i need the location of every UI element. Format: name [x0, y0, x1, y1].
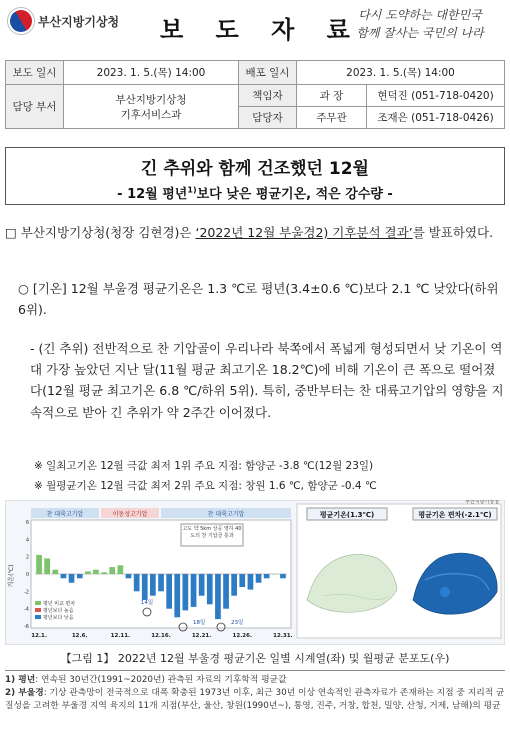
legend-swatch-1 [35, 608, 41, 612]
x-tick-label: 12.21. [191, 633, 212, 639]
footnote-1-label: 1) 평년 [5, 675, 36, 685]
report-date-label: 보도 일시 [6, 61, 64, 85]
note-monthly-mean: ※ 월평균기온 12월 극값 최저 2위 주요 지점: 창원 1.6 ℃, 함양군 -0.4 ℃ [34, 480, 377, 492]
bar-day-31 [280, 574, 286, 578]
bar-day-28 [256, 574, 262, 583]
bar-day-25 [231, 574, 237, 596]
headline-box [5, 147, 505, 205]
bar-day-23 [215, 574, 221, 619]
subheadline-prefix: - 12월 평년 [117, 187, 188, 202]
press-release-title: 보 도 자 료 [160, 15, 362, 44]
bar-day-30 [272, 574, 278, 575]
report-title-ref: ‘2022년 12월 부울경2) 기후분석 결과’ [195, 225, 413, 240]
dept-line-1: 부산지방기상청 [115, 93, 187, 106]
y-tick-label: 6 [25, 520, 29, 526]
taegeuk-icon [3, 3, 39, 39]
x-tick-label: 12.26. [232, 633, 253, 639]
map2-title: 평균기온 편차(-2.1℃) [418, 511, 492, 519]
x-tick-label: 12.6. [71, 633, 88, 639]
legend-swatch-0 [35, 601, 41, 605]
callout-23: 23일 [231, 620, 244, 626]
time-series-chart [7, 508, 293, 639]
legend-swatch-2 [35, 615, 41, 619]
legend-label-0: 평년 비교 편차 [43, 601, 76, 607]
bar-day-1 [36, 555, 42, 574]
bar-day-17 [166, 574, 172, 609]
bar-day-6 [77, 574, 83, 578]
note-daily-max: ※ 일최고기온 12월 극값 최저 1위 주요 지점: 함양군 -3.8 ℃(12월 23일) [34, 460, 374, 472]
press-header [0, 0, 510, 56]
dist-date-label: 배포 일시 [239, 61, 297, 85]
bar-day-9 [101, 572, 107, 574]
band-label-3: 찬 대륙고기압 [207, 511, 245, 518]
bar-day-24 [223, 574, 229, 609]
cold-spell-paragraph: - (긴 추위) 전반적으로 찬 기압골이 우리나라 북쪽에서 폭넓게 형성되면서 낮 기온이 역대 가장 높았던 지난 달(11월 평균 최고기온 18.2℃)에 비해 기온이 큰 폭으로 떨어졌다(12월 평균 최고기온 6.8 ℃/하위 5위). 특히, 중반부터는 찬 대륙고기압의 영향을 지속적으로 받아 긴 추위가 약 2주간 이어졌다. [30, 341, 504, 420]
intro-text-a: □ 부산지방기상청(청장 김현경)은 [5, 225, 196, 240]
bar-day-5 [69, 574, 75, 583]
footnote-1-text: : 연속된 30년간(1991~2020년) 관측된 자료의 기후학적 평균값 [35, 675, 287, 685]
legend-label-2: 평년보다 낮음 [43, 615, 74, 621]
bar-day-16 [158, 574, 164, 591]
government-slogan [340, 6, 500, 42]
agency-name: 부산지방기상청 [38, 14, 120, 29]
bar-day-8 [93, 570, 99, 574]
x-tick-label: 12.31. [273, 633, 293, 639]
slogan-line-1: 다시 도약하는 대한민국 [358, 8, 482, 22]
bar-day-19 [183, 574, 189, 610]
y-tick-label: 2 [25, 554, 29, 561]
callout-18: 18일 [193, 620, 206, 626]
bar-day-27 [248, 574, 254, 590]
footnote-1 [5, 674, 505, 687]
y-axis-label: 기온(℃) [8, 564, 15, 588]
release-info-table [5, 60, 505, 129]
footnote-ref-1: 1) [187, 185, 197, 195]
band-label-2: 이동성고기압 [112, 511, 148, 518]
y-tick-label: -4 [24, 606, 29, 613]
x-tick-label: 12.16. [151, 633, 171, 639]
bar-day-2 [44, 558, 50, 574]
bar-day-18 [174, 574, 180, 617]
map2-spot [440, 587, 450, 597]
map-panel [297, 500, 501, 638]
intro-paragraph [5, 222, 505, 243]
dept-name [64, 85, 239, 129]
bar-day-11 [118, 565, 124, 574]
figure-panel [5, 500, 505, 645]
dist-date: 2023. 1. 5.(목) 14:00 [297, 61, 505, 85]
bar-day-22 [207, 574, 213, 604]
responsible-name: 현덕진 (051-718-0420) [367, 85, 505, 107]
bar-day-21 [199, 574, 205, 596]
bar-day-29 [264, 574, 270, 578]
agency-logo [8, 8, 119, 34]
annotation-text: 고도 약 5km 상공 영하 40도의 찬 기압골 통과 [182, 526, 242, 539]
footnote-2-label: 2) 부울경 [5, 688, 44, 698]
dept-label: 담당 부서 [6, 85, 64, 129]
x-tick-label: 12.1. [31, 633, 47, 639]
bar-day-26 [239, 574, 245, 587]
subheadline [6, 183, 504, 202]
footnotes [5, 670, 505, 713]
figure-agency-tag: 부산지방기상청 [465, 500, 499, 505]
y-tick-label: -6 [24, 624, 29, 630]
responsible-label: 책임자 [239, 85, 297, 107]
report-date: 2023. 1. 5.(목) 14:00 [64, 61, 239, 85]
footnote-2-text: : 기상 관측망이 전국적으로 대폭 확충된 1973년 이후, 최근 30년 이상 연속적인 관측자료가 존재하는 지점 중 지리적 균질성을 고려한 부울경 지역 육지의 11개 지점(부산, 울산, 창원(1990년~), 통영, 진주, 거창, 합천, 밀양, 산청, 거제, 남해)의 평균 [5, 688, 505, 711]
dept-line-2: 기후서비스과 [120, 108, 182, 121]
legend-label-1: 평년보다 높음 [43, 608, 74, 614]
headline: 긴 추위와 함께 건조했던 12월 [141, 159, 369, 179]
callout-14: 14일 [140, 600, 154, 606]
intro-text-b: 를 발표하였다. [412, 225, 494, 240]
bar-day-15 [150, 574, 156, 596]
bar-day-10 [109, 567, 115, 574]
staff-title: 주무관 [297, 107, 367, 129]
band-label-1: 찬 대륙고기압 [46, 511, 84, 518]
bar-day-13 [134, 574, 140, 591]
subheadline-suffix: 보다 낮은 평균기온, 적은 강수량 - [196, 187, 393, 202]
staff-name: 조재은 (051-718-0426) [367, 107, 505, 129]
temperature-paragraph: ○ [기온] 12월 부울경 평균기온은 1.3 ℃로 평년(3.4±0.6 ℃)보다 2.1 ℃ 낮았다(하위 6위). [18, 281, 499, 317]
y-tick-label: 0 [25, 572, 29, 578]
map1-title: 평균기온(1.3℃) [319, 511, 375, 519]
bar-day-3 [53, 570, 59, 574]
y-tick-label: 4 [25, 537, 29, 544]
staff-label: 담당자 [239, 107, 297, 129]
bar-day-4 [61, 574, 67, 578]
figure-caption: 【그림 1】 2022년 12월 부울경 평균기온 일별 시계열(좌) 및 월평균 분포도(우) [60, 652, 450, 665]
responsible-title: 과 장 [297, 85, 367, 107]
bar-day-7 [85, 571, 91, 574]
bar-day-14 [142, 574, 148, 600]
slogan-line-2: 함께 잘사는 국민의 나라 [356, 26, 484, 40]
bar-day-12 [126, 574, 132, 578]
bar-day-20 [191, 574, 197, 607]
footnote-2 [5, 687, 505, 713]
y-tick-label: -2 [24, 589, 29, 596]
x-tick-label: 12.11. [110, 633, 131, 639]
